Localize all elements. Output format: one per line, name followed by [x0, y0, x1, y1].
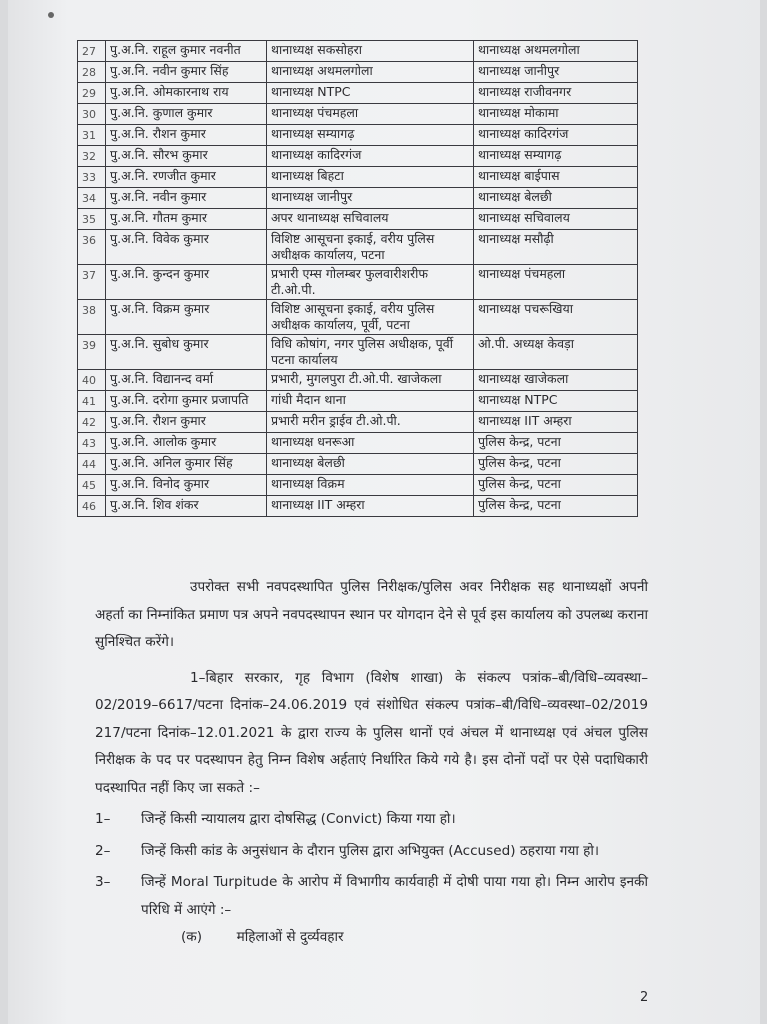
new-posting: थानाध्यक्ष पचरूखिया — [474, 300, 638, 335]
current-posting: प्रभारी, मुगलपुरा टी.ओ.पी. खाजेकला — [267, 370, 474, 391]
table-row — [78, 475, 638, 496]
new-posting: थानाध्यक्ष राजीवनगर — [474, 83, 638, 104]
table-row — [78, 230, 638, 265]
page-number: 2 — [640, 990, 649, 1005]
table-row — [78, 496, 638, 517]
current-posting: थानाध्यक्ष सम्यागढ़ — [267, 125, 474, 146]
table-row — [78, 146, 638, 167]
table-row — [78, 188, 638, 209]
officer-name: पु.अ.नि. दरोगा कुमार प्रजापति — [106, 391, 267, 412]
item-key: 2– — [95, 842, 111, 859]
serial-number: 33 — [78, 167, 106, 188]
new-posting: थानाध्यक्ष खाजेकला — [474, 370, 638, 391]
new-posting: ओ.पी. अध्यक्ष केवड़ा — [474, 335, 638, 370]
new-posting: पुलिस केन्द्र, पटना — [474, 496, 638, 517]
officer-name: पु.अ.नि. राहूल कुमार नवनीत — [106, 41, 267, 62]
officer-name: पु.अ.नि. अनिल कुमार सिंह — [106, 454, 267, 475]
officer-name: पु.अ.नि. सुबोध कुमार — [106, 335, 267, 370]
new-posting: थानाध्यक्ष बेलछी — [474, 188, 638, 209]
current-posting: थानाध्यक्ष जानीपुर — [267, 188, 474, 209]
serial-number: 38 — [78, 300, 106, 335]
new-posting: थानाध्यक्ष NTPC — [474, 391, 638, 412]
new-posting: पुलिस केन्द्र, पटना — [474, 475, 638, 496]
serial-number: 34 — [78, 188, 106, 209]
officer-name: पु.अ.नि. कुन्दन कुमार — [106, 265, 267, 300]
current-posting: थानाध्यक्ष सकसोहरा — [267, 41, 474, 62]
officer-name: पु.अ.नि. गौतम कुमार — [106, 209, 267, 230]
current-posting: विशिष्ट आसूचना इकाई, वरीय पुलिस अधीक्षक कार्यालय, पूर्वी, पटना — [267, 300, 474, 335]
serial-number: 45 — [78, 475, 106, 496]
officer-name: पु.अ.नि. रणजीत कुमार — [106, 167, 267, 188]
new-posting: थानाध्यक्ष मसौढ़ी — [474, 230, 638, 265]
current-posting: प्रभारी मरीन ड्राईव टी.ओ.पी. — [267, 412, 474, 433]
new-posting: थानाध्यक्ष अथमलगोला — [474, 41, 638, 62]
table-row — [78, 391, 638, 412]
sub-item: (क) महिलाओं से दुर्व्यवहार — [181, 929, 344, 945]
punch-mark — [48, 12, 54, 18]
new-posting: थानाध्यक्ष सचिवालय — [474, 209, 638, 230]
list-item — [95, 806, 648, 834]
officer-name: पु.अ.नि. विद्यानन्द वर्मा — [106, 370, 267, 391]
officer-name: पु.अ.नि. विवेक कुमार — [106, 230, 267, 265]
officer-name: पु.अ.नि. नवीन कुमार सिंह — [106, 62, 267, 83]
table-row — [78, 335, 638, 370]
current-posting: थानाध्यक्ष कादिरगंज — [267, 146, 474, 167]
serial-number: 30 — [78, 104, 106, 125]
new-posting: थानाध्यक्ष मोकामा — [474, 104, 638, 125]
serial-number: 36 — [78, 230, 106, 265]
new-posting: थानाध्यक्ष कादिरगंज — [474, 125, 638, 146]
serial-number: 37 — [78, 265, 106, 300]
serial-number: 29 — [78, 83, 106, 104]
current-posting: गांधी मैदान थाना — [267, 391, 474, 412]
current-posting: थानाध्यक्ष धनरूआ — [267, 433, 474, 454]
officer-name: पु.अ.नि. विनोद कुमार — [106, 475, 267, 496]
officer-name: पु.अ.नि. आलोक कुमार — [106, 433, 267, 454]
serial-number: 43 — [78, 433, 106, 454]
item-text: जिन्हें Moral Turpitude के आरोप में विभागीय कार्यवाही में दोषी पाया गया हो। निम्न आरोप इनकी परिधि में आएंगे :– — [141, 874, 648, 918]
table-row — [78, 41, 638, 62]
new-posting: थानाध्यक्ष बाईपास — [474, 167, 638, 188]
table-row — [78, 167, 638, 188]
current-posting: प्रभारी एम्स गोलम्बर फुलवारीशरीफ टी.ओ.पी. — [267, 265, 474, 300]
serial-number: 28 — [78, 62, 106, 83]
item-key: 3– — [95, 874, 111, 890]
current-posting: थानाध्यक्ष अथमलगोला — [267, 62, 474, 83]
officer-name: पु.अ.नि. विक्रम कुमार — [106, 300, 267, 335]
paragraph-1: उपरोक्त सभी नवपदस्थापित पुलिस निरीक्षक/पुलिस अवर निरीक्षक सह थानाध्यक्षों अपनी अहर्ता का निम्नांकित प्रमाण पत्र अपने नवपदस्थापन स्थान पर योगदान देने से पूर्व इस कार्यालय को उपलब्ध कराना सुनिश्चित करेंगे। — [95, 579, 648, 650]
table-row — [78, 412, 638, 433]
table-row — [78, 300, 638, 335]
table-row — [78, 209, 638, 230]
officer-name: पु.अ.नि. रौशन कुमार — [106, 125, 267, 146]
officer-name: पु.अ.नि. शिव शंकर — [106, 496, 267, 517]
serial-number: 32 — [78, 146, 106, 167]
current-posting: थानाध्यक्ष पंचमहला — [267, 104, 474, 125]
transfer-table — [77, 40, 638, 517]
table-row — [78, 62, 638, 83]
item-key: 1– — [95, 811, 111, 827]
new-posting: थानाध्यक्ष पंचमहला — [474, 265, 638, 300]
list-item — [95, 869, 648, 924]
paragraph-2: 1–बिहार सरकार, गृह विभाग (विशेष शाखा) के संकल्प पत्रांक–बी/विधि–व्यवस्था–02/2019–6617/पटना दिनांक–24.06.2019 एवं संशोधित संकल्प पत्रांक–बी/विधि–व्यवस्था–02/2019 217/पटना दिनांक–12.01.2021 के द्वारा राज्य के पुलिस थानों एवं अंचल में थानाध्यक्ष एवं अंचल पुलिस निरीक्षक के पद पर पदस्थापन हेतु निम्न विशेष अर्हताएं निर्धारित किये गये है। इस दोनों पदों पर ऐसे पदाधिकारी पदस्थापित नहीं किए जा सकते :– — [95, 669, 648, 796]
table-row — [78, 125, 638, 146]
officer-name: पु.अ.नि. नवीन कुमार — [106, 188, 267, 209]
current-posting: विशिष्ट आसूचना इकाई, वरीय पुलिस अधीक्षक कार्यालय, पटना — [267, 230, 474, 265]
current-posting: थानाध्यक्ष विक्रम — [267, 475, 474, 496]
new-posting: थानाध्यक्ष जानीपुर — [474, 62, 638, 83]
serial-number: 41 — [78, 391, 106, 412]
current-posting: थानाध्यक्ष बिहटा — [267, 167, 474, 188]
serial-number: 31 — [78, 125, 106, 146]
document-body — [95, 574, 648, 952]
current-posting: अपर थानाध्यक्ष सचिवालय — [267, 209, 474, 230]
serial-number: 35 — [78, 209, 106, 230]
current-posting: थानाध्यक्ष NTPC — [267, 83, 474, 104]
item-text: जिन्हें किसी कांड के अनुसंधान के दौरान पुलिस द्वारा अभियुक्त (Accused) ठहराया गया हो। — [141, 842, 600, 859]
current-posting: विधि कोषांग, नगर पुलिस अधीक्षक, पूर्वी पटना कार्यालय — [267, 335, 474, 370]
serial-number: 44 — [78, 454, 106, 475]
serial-number: 42 — [78, 412, 106, 433]
new-posting: थानाध्यक्ष सम्यागढ़ — [474, 146, 638, 167]
table-row — [78, 265, 638, 300]
item-text: जिन्हें किसी न्यायालय द्वारा दोषसिद्ध (Convict) किया गया हो। — [141, 811, 456, 827]
new-posting: थानाध्यक्ष IIT अम्हरा — [474, 412, 638, 433]
officer-name: पु.अ.नि. रौशन कुमार — [106, 412, 267, 433]
new-posting: पुलिस केन्द्र, पटना — [474, 433, 638, 454]
serial-number: 40 — [78, 370, 106, 391]
current-posting: थानाध्यक्ष बेलछी — [267, 454, 474, 475]
serial-number: 27 — [78, 41, 106, 62]
new-posting: पुलिस केन्द्र, पटना — [474, 454, 638, 475]
serial-number: 39 — [78, 335, 106, 370]
table-row — [78, 370, 638, 391]
table-row — [78, 83, 638, 104]
table-row — [78, 433, 638, 454]
officer-name: पु.अ.नि. कुणाल कुमार — [106, 104, 267, 125]
list-item — [95, 838, 648, 866]
serial-number: 46 — [78, 496, 106, 517]
officer-name: पु.अ.नि. ओमकारनाथ राय — [106, 83, 267, 104]
officer-name: पु.अ.नि. सौरभ कुमार — [106, 146, 267, 167]
table-row — [78, 104, 638, 125]
current-posting: थानाध्यक्ष IIT अम्हरा — [267, 496, 474, 517]
table-row — [78, 454, 638, 475]
